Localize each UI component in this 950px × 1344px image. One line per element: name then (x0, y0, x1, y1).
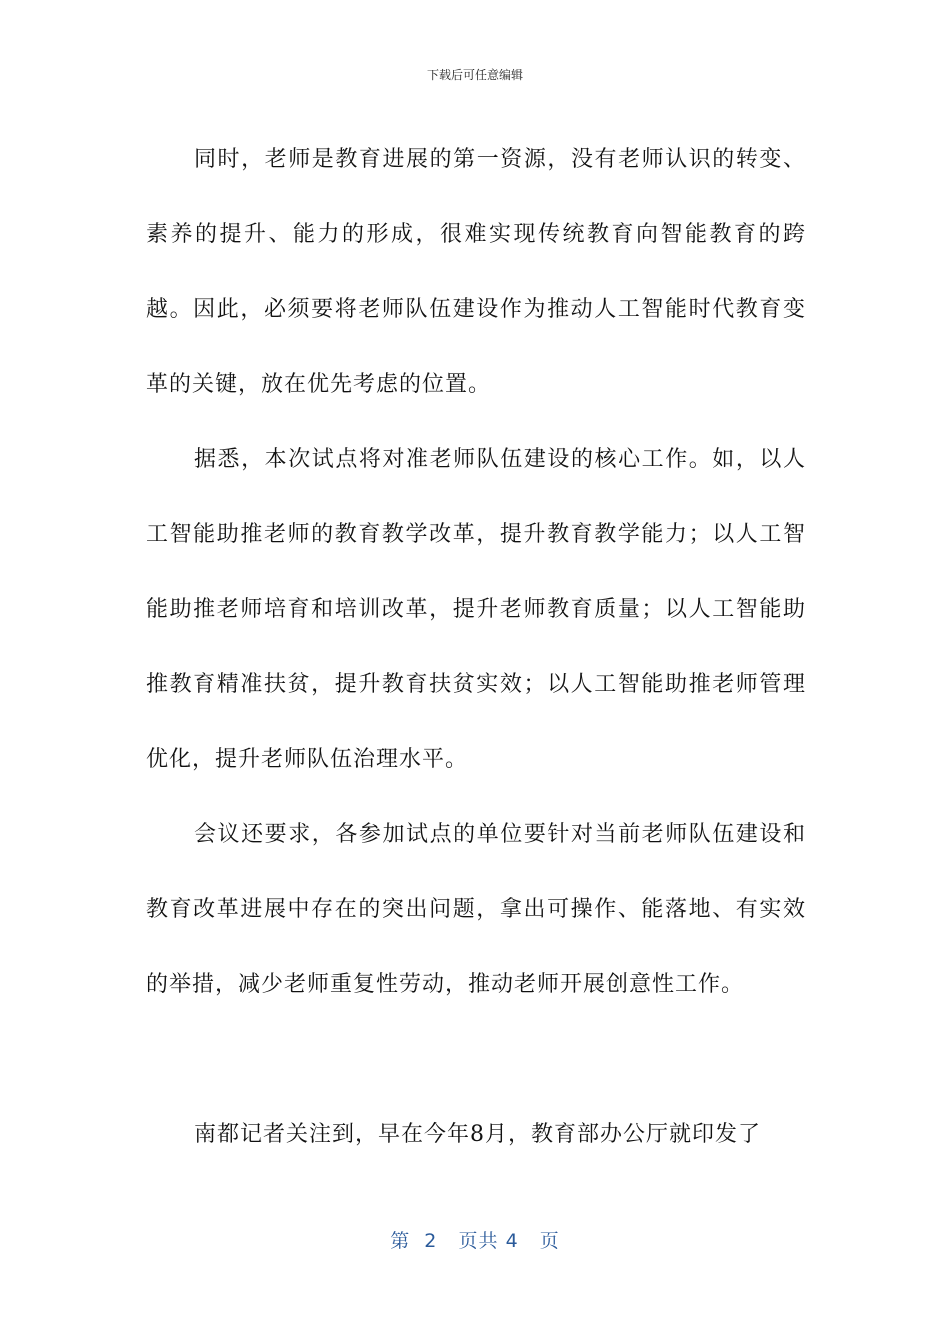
paragraph-2: 据悉，本次试点将对准老师队伍建设的核心工作。如，以人工智能助推老师的教育教学改革，提升教育教学能力；以人工智能助推老师培育和培训改革，提升老师教育质量；以人工智能助推教育精准扶贫，提升教育扶贫实效；以人工智能助推老师管理优化，提升老师队伍治理水平。 (146, 447, 806, 772)
paragraph-3: 会议还要求，各参加试点的单位要针对当前老师队伍建设和教育改革进展中存在的突出问题，拿出可操作、能落地、有实效的举措，减少老师重复性劳动，推动老师开展创意性工作。 (146, 822, 806, 997)
footer-label-end: 页 (539, 1230, 560, 1252)
footer-label-total: 页共 (458, 1230, 499, 1252)
footer-current-page: 2 (424, 1230, 438, 1252)
paragraph-4: 南都记者关注到，早在今年8月，教育部办公厅就印发了 (194, 1122, 761, 1147)
paragraph-1: 同时，老师是教育进展的第一资源，没有老师认识的转变、素养的提升、能力的形成，很难实现传统教育向智能教育的跨越。因此，必须要将老师队伍建设作为推动人工智能时代教育变革的关键，放在优先考虑的位置。 (146, 147, 806, 397)
document-body (146, 122, 806, 1172)
page-footer (0, 1226, 950, 1253)
footer-label-page: 第 (390, 1230, 411, 1252)
footer-total-pages: 4 (505, 1230, 519, 1252)
header-note: 下载后可任意编辑 (426, 68, 523, 82)
